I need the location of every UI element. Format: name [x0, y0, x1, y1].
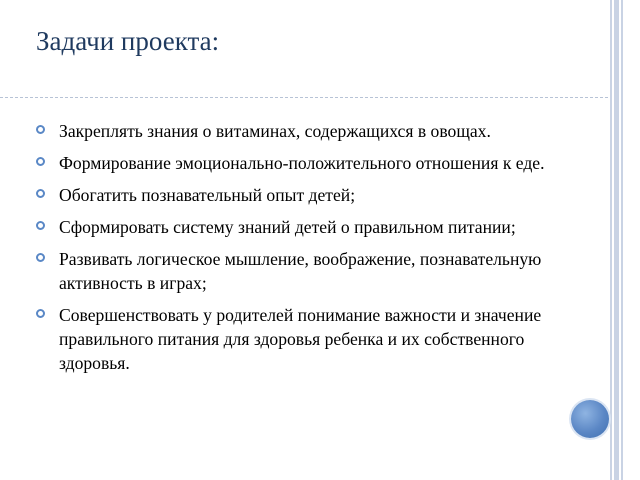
- bullet-ring-icon: [36, 221, 45, 230]
- decorative-rail: [621, 0, 623, 480]
- bullet-ring-icon: [36, 189, 45, 198]
- slide-title: Задачи проекта:: [36, 26, 220, 56]
- bullet-item: [36, 183, 556, 207]
- title-divider: [0, 97, 608, 98]
- bullet-text: Формирование эмоционально-положительного отношения к еде.: [59, 153, 545, 173]
- bullet-item: [36, 215, 556, 239]
- decorative-circle-icon: [571, 400, 609, 438]
- bullet-item: [36, 247, 556, 295]
- bullet-text: Обогатить познавательный опыт детей;: [59, 185, 356, 205]
- bullet-text: Развивать логическое мышление, воображение, познавательную активность в играх;: [59, 249, 542, 293]
- bullet-text: Сформировать систему знаний детей о правильном питании;: [59, 217, 516, 237]
- bullet-text: Совершенствовать у родителей понимание важности и значение правильного питания для здоровья ребенка и их собственного здоровья.: [59, 305, 542, 373]
- bullet-ring-icon: [36, 125, 45, 134]
- bullet-item: [36, 151, 556, 175]
- bullet-list: [36, 119, 556, 383]
- bullet-ring-icon: [36, 253, 45, 262]
- decorative-rail: [610, 0, 612, 480]
- bullet-item: [36, 303, 556, 375]
- bullet-ring-icon: [36, 157, 45, 166]
- bullet-text: Закреплять знания о витаминах, содержащихся в овощах.: [59, 121, 491, 141]
- bullet-item: [36, 119, 556, 143]
- bullet-ring-icon: [36, 309, 45, 318]
- decorative-rail: [614, 0, 619, 480]
